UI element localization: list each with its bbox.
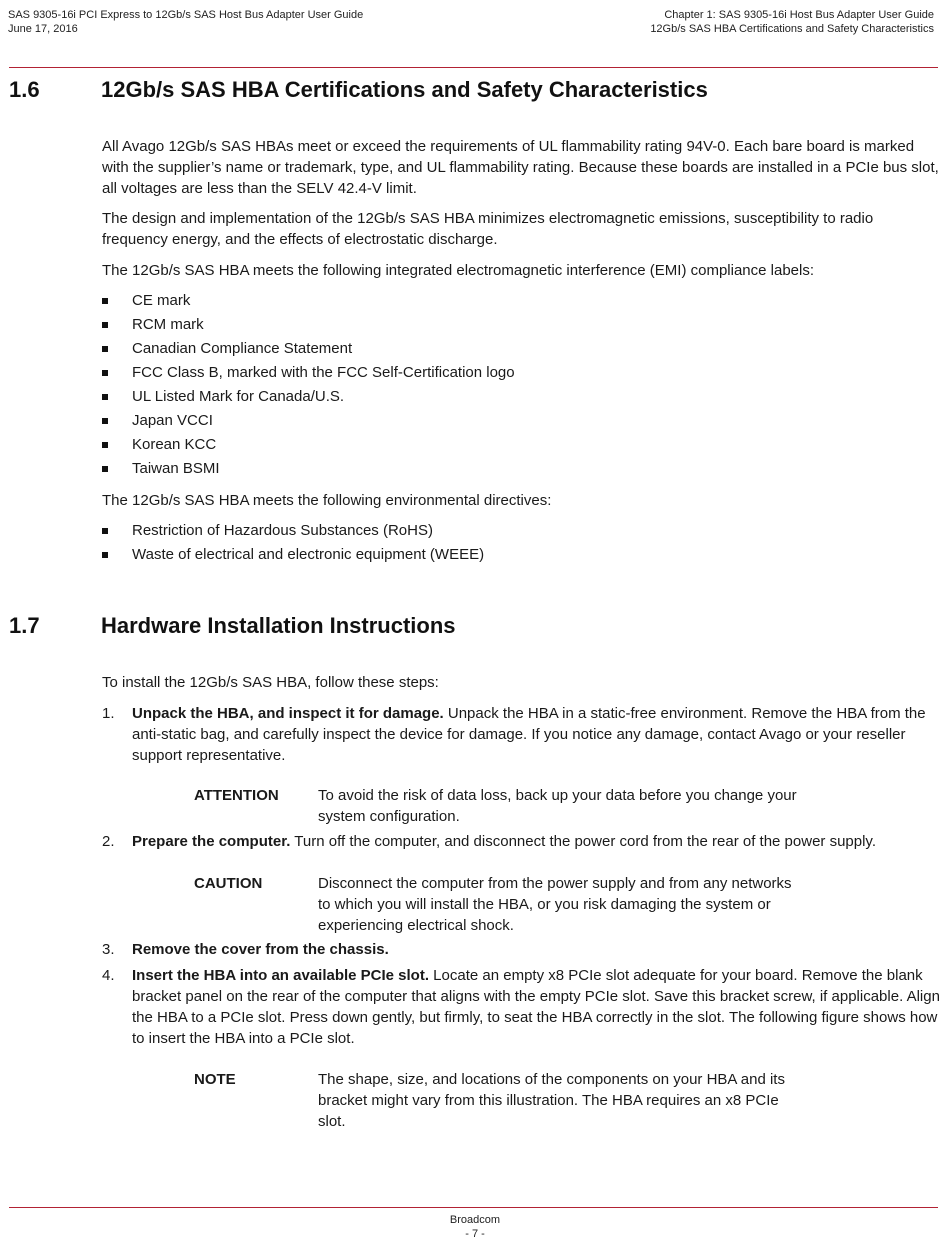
step-heading: Prepare the computer.: [132, 833, 291, 850]
bullet-icon: [102, 322, 108, 328]
bullet-icon: [102, 466, 108, 472]
page-header-right: [650, 8, 934, 36]
paragraph: The design and implementation of the 12Gb/s SAS HBA minimizes electromagnetic emissions, susceptibility to radio frequency energy, and the effects of electrostatic discharge.: [102, 210, 874, 248]
step-item: [102, 703, 940, 766]
step-item: [102, 965, 940, 1049]
caution-text: Disconnect the computer from the power supply and from any networks to which you will install the HBA, or you risk damaging the system or experiencing electrical shock.: [318, 875, 792, 934]
doc-date: June 17, 2016: [8, 23, 78, 35]
bullet-icon: [102, 552, 108, 558]
attention-text: To avoid the risk of data loss, back up your data before you change your system configuration.: [318, 787, 797, 825]
page-number: - 7 -: [465, 1228, 485, 1240]
step-text: Unpack the HBA in a static-free environment. Remove the HBA from the anti-static bag, and carefully inspect the device for damage. If you notice any damage, contact Avago or your reseller support representative.: [132, 705, 926, 764]
note-label: NOTE: [194, 1071, 236, 1088]
step-heading: Insert the HBA into an available PCIe slot.: [132, 967, 430, 984]
paragraph: All Avago 12Gb/s SAS HBAs meet or exceed the requirements of UL flammability rating 94V-0. Each bare board is marked with the supplier’s name or trademark, type, and UL flammability rating. Because these boards are installed in a PCIe bus slot, all voltages are less than the SELV 42.4-V limit.: [102, 138, 939, 197]
step-number: 4.: [102, 967, 115, 984]
section-heading-1-6: [9, 77, 708, 103]
paragraph: The 12Gb/s SAS HBA meets the following integrated electromagnetic interference (EMI) compliance labels:: [102, 262, 815, 279]
section-heading-1-7: [9, 613, 456, 639]
paragraph: The 12Gb/s SAS HBA meets the following environmental directives:: [102, 492, 552, 509]
step-item: [102, 939, 940, 960]
step-text: Turn off the computer, and disconnect the power cord from the rear of the power supply.: [290, 833, 876, 850]
page-footer: [0, 1213, 950, 1241]
step-heading: Remove the cover from the chassis.: [132, 941, 389, 958]
step-heading: Unpack the HBA, and inspect it for damage.: [132, 705, 444, 722]
section-number: 1.6: [9, 77, 40, 102]
doc-title: SAS 9305-16i PCI Express to 12Gb/s SAS Host Bus Adapter User Guide: [8, 9, 364, 21]
paragraph: To install the 12Gb/s SAS HBA, follow these steps:: [102, 674, 439, 691]
chapter-title: Chapter 1: SAS 9305-16i Host Bus Adapter User Guide: [664, 9, 934, 21]
step-text: Locate an empty x8 PCIe slot adequate for your board. Remove the blank bracket panel on the rear of the computer that aligns with the empty PCIe slot. Save this bracket screw, if applicable. Align the HBA to a PCIe slot. Press down gently, but firmly, to seat the HBA correctly in the slot. The following figure shows how to insert the HBA into a PCIe slot.: [132, 967, 940, 1047]
bullet-icon: [102, 298, 108, 304]
section-number: 1.7: [9, 613, 40, 638]
step-number: 2.: [102, 833, 115, 850]
header-rule: [9, 67, 938, 68]
step-item: [102, 831, 940, 852]
attention-label: ATTENTION: [194, 787, 279, 804]
bullet-icon: [102, 370, 108, 376]
step-number: 1.: [102, 705, 115, 722]
footer-company: Broadcom: [449, 1214, 501, 1226]
bullet-icon: [102, 418, 108, 424]
bullet-icon: [102, 442, 108, 448]
section-running-title: 12Gb/s SAS HBA Certifications and Safety Characteristics: [650, 23, 934, 35]
bullet-icon: [102, 528, 108, 534]
note-text: The shape, size, and locations of the components on your HBA and its bracket might vary from this illustration. The HBA requires an x8 PCIe slot.: [318, 1071, 785, 1130]
bullet-icon: [102, 394, 108, 400]
section-title: Hardware Installation Instructions: [101, 613, 456, 638]
step-number: 3.: [102, 941, 115, 958]
footer-rule: [9, 1207, 938, 1208]
page-header-left: [8, 8, 363, 36]
caution-label: CAUTION: [194, 875, 263, 892]
bullet-icon: [102, 346, 108, 352]
section-title: 12Gb/s SAS HBA Certifications and Safety Characteristics: [101, 77, 708, 102]
